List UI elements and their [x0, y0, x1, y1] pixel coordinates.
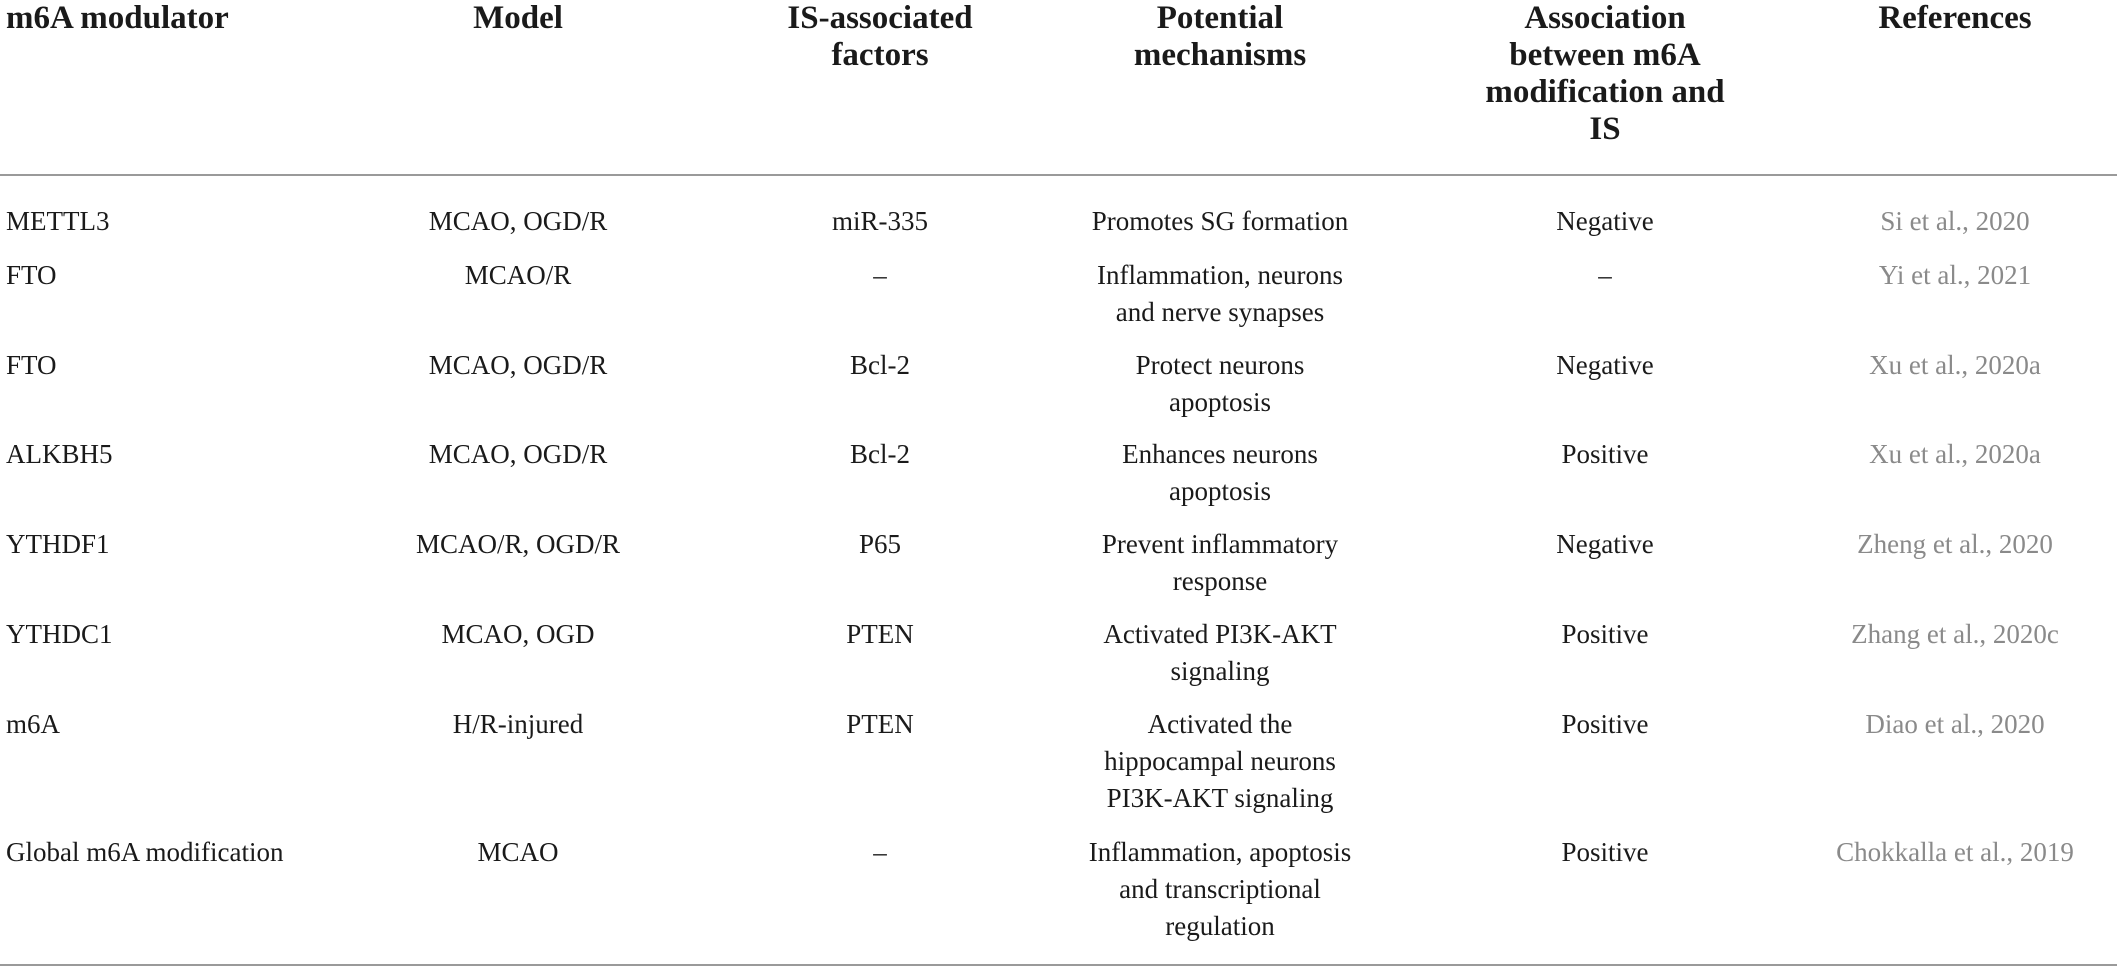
cell-modulator: METTL3: [6, 206, 110, 236]
cell-modulator: YTHDC1: [6, 619, 113, 649]
cell-factors: P65: [858, 529, 902, 559]
cell-modulator: FTO: [6, 260, 57, 290]
cell-factors: PTEN: [846, 619, 914, 649]
cell-mechanism: Activated the hippocampal neurons PI3K-AKT signaling: [1104, 709, 1336, 813]
cell-reference: Xu et al., 2020a: [1869, 350, 2041, 380]
header-model: Model: [473, 0, 563, 36]
cell-modulator: YTHDF1: [6, 529, 110, 559]
table-bottom-divider: [0, 964, 2117, 966]
cell-mechanism: Prevent inflammatory response: [1101, 529, 1339, 596]
cell-mechanism: Enhances neurons apoptosis: [1122, 439, 1318, 506]
cell-mechanism: Protect neurons apoptosis: [1135, 350, 1305, 417]
header-association: Association between m6A modification and IS: [1485, 0, 1725, 147]
cell-factors: –: [873, 837, 887, 867]
cell-reference: Zheng et al., 2020: [1857, 529, 2053, 559]
cell-reference: Xu et al., 2020a: [1869, 439, 2041, 469]
cell-model: MCAO, OGD/R: [428, 439, 608, 469]
cell-model: MCAO/R, OGD/R: [415, 529, 621, 559]
header-divider: [0, 174, 2117, 176]
cell-factors: PTEN: [846, 709, 914, 739]
cell-reference: Si et al., 2020: [1880, 206, 2030, 236]
cell-model: MCAO, OGD: [441, 619, 595, 649]
cell-association: –: [1598, 260, 1612, 290]
cell-model: MCAO, OGD/R: [428, 206, 608, 236]
cell-modulator: ALKBH5: [6, 439, 113, 469]
cell-mechanism: Activated PI3K-AKT signaling: [1103, 619, 1337, 686]
cell-mechanism: Promotes SG formation: [1091, 206, 1349, 236]
header-is-associated-factors: IS-associated factors: [787, 0, 973, 73]
cell-association: Positive: [1561, 619, 1649, 649]
cell-association: Positive: [1561, 837, 1649, 867]
cell-association: Positive: [1561, 709, 1649, 739]
cell-modulator: FTO: [6, 350, 57, 380]
cell-modulator: Global m6A modification: [6, 837, 284, 867]
cell-factors: Bcl-2: [850, 350, 910, 380]
cell-factors: –: [873, 260, 887, 290]
cell-association: Negative: [1556, 206, 1654, 236]
header-potential-mechanisms: Potential mechanisms: [1133, 0, 1307, 73]
cell-model: MCAO, OGD/R: [428, 350, 608, 380]
table-header-row: [0, 0, 2117, 160]
cell-association: Negative: [1556, 529, 1654, 559]
cell-model: MCAO/R: [464, 260, 572, 290]
cell-mechanism: Inflammation, neurons and nerve synapses: [1097, 260, 1343, 327]
header-m6a-modulator: m6A modulator: [6, 0, 229, 36]
cell-reference: Chokkalla et al., 2019: [1836, 837, 2074, 867]
cell-reference: Zhang et al., 2020c: [1851, 619, 2059, 649]
cell-association: Negative: [1556, 350, 1654, 380]
cell-factors: Bcl-2: [850, 439, 910, 469]
cell-modulator: m6A: [6, 709, 60, 739]
cell-model: MCAO: [477, 837, 559, 867]
cell-model: H/R-injured: [452, 709, 584, 739]
cell-reference: Diao et al., 2020: [1865, 709, 2045, 739]
cell-reference: Yi et al., 2021: [1878, 260, 2032, 290]
cell-factors: miR-335: [831, 206, 928, 236]
cell-mechanism: Inflammation, apoptosis and transcriptional regulation: [1088, 837, 1352, 941]
cell-association: Positive: [1561, 439, 1649, 469]
header-references: References: [1878, 0, 2032, 36]
